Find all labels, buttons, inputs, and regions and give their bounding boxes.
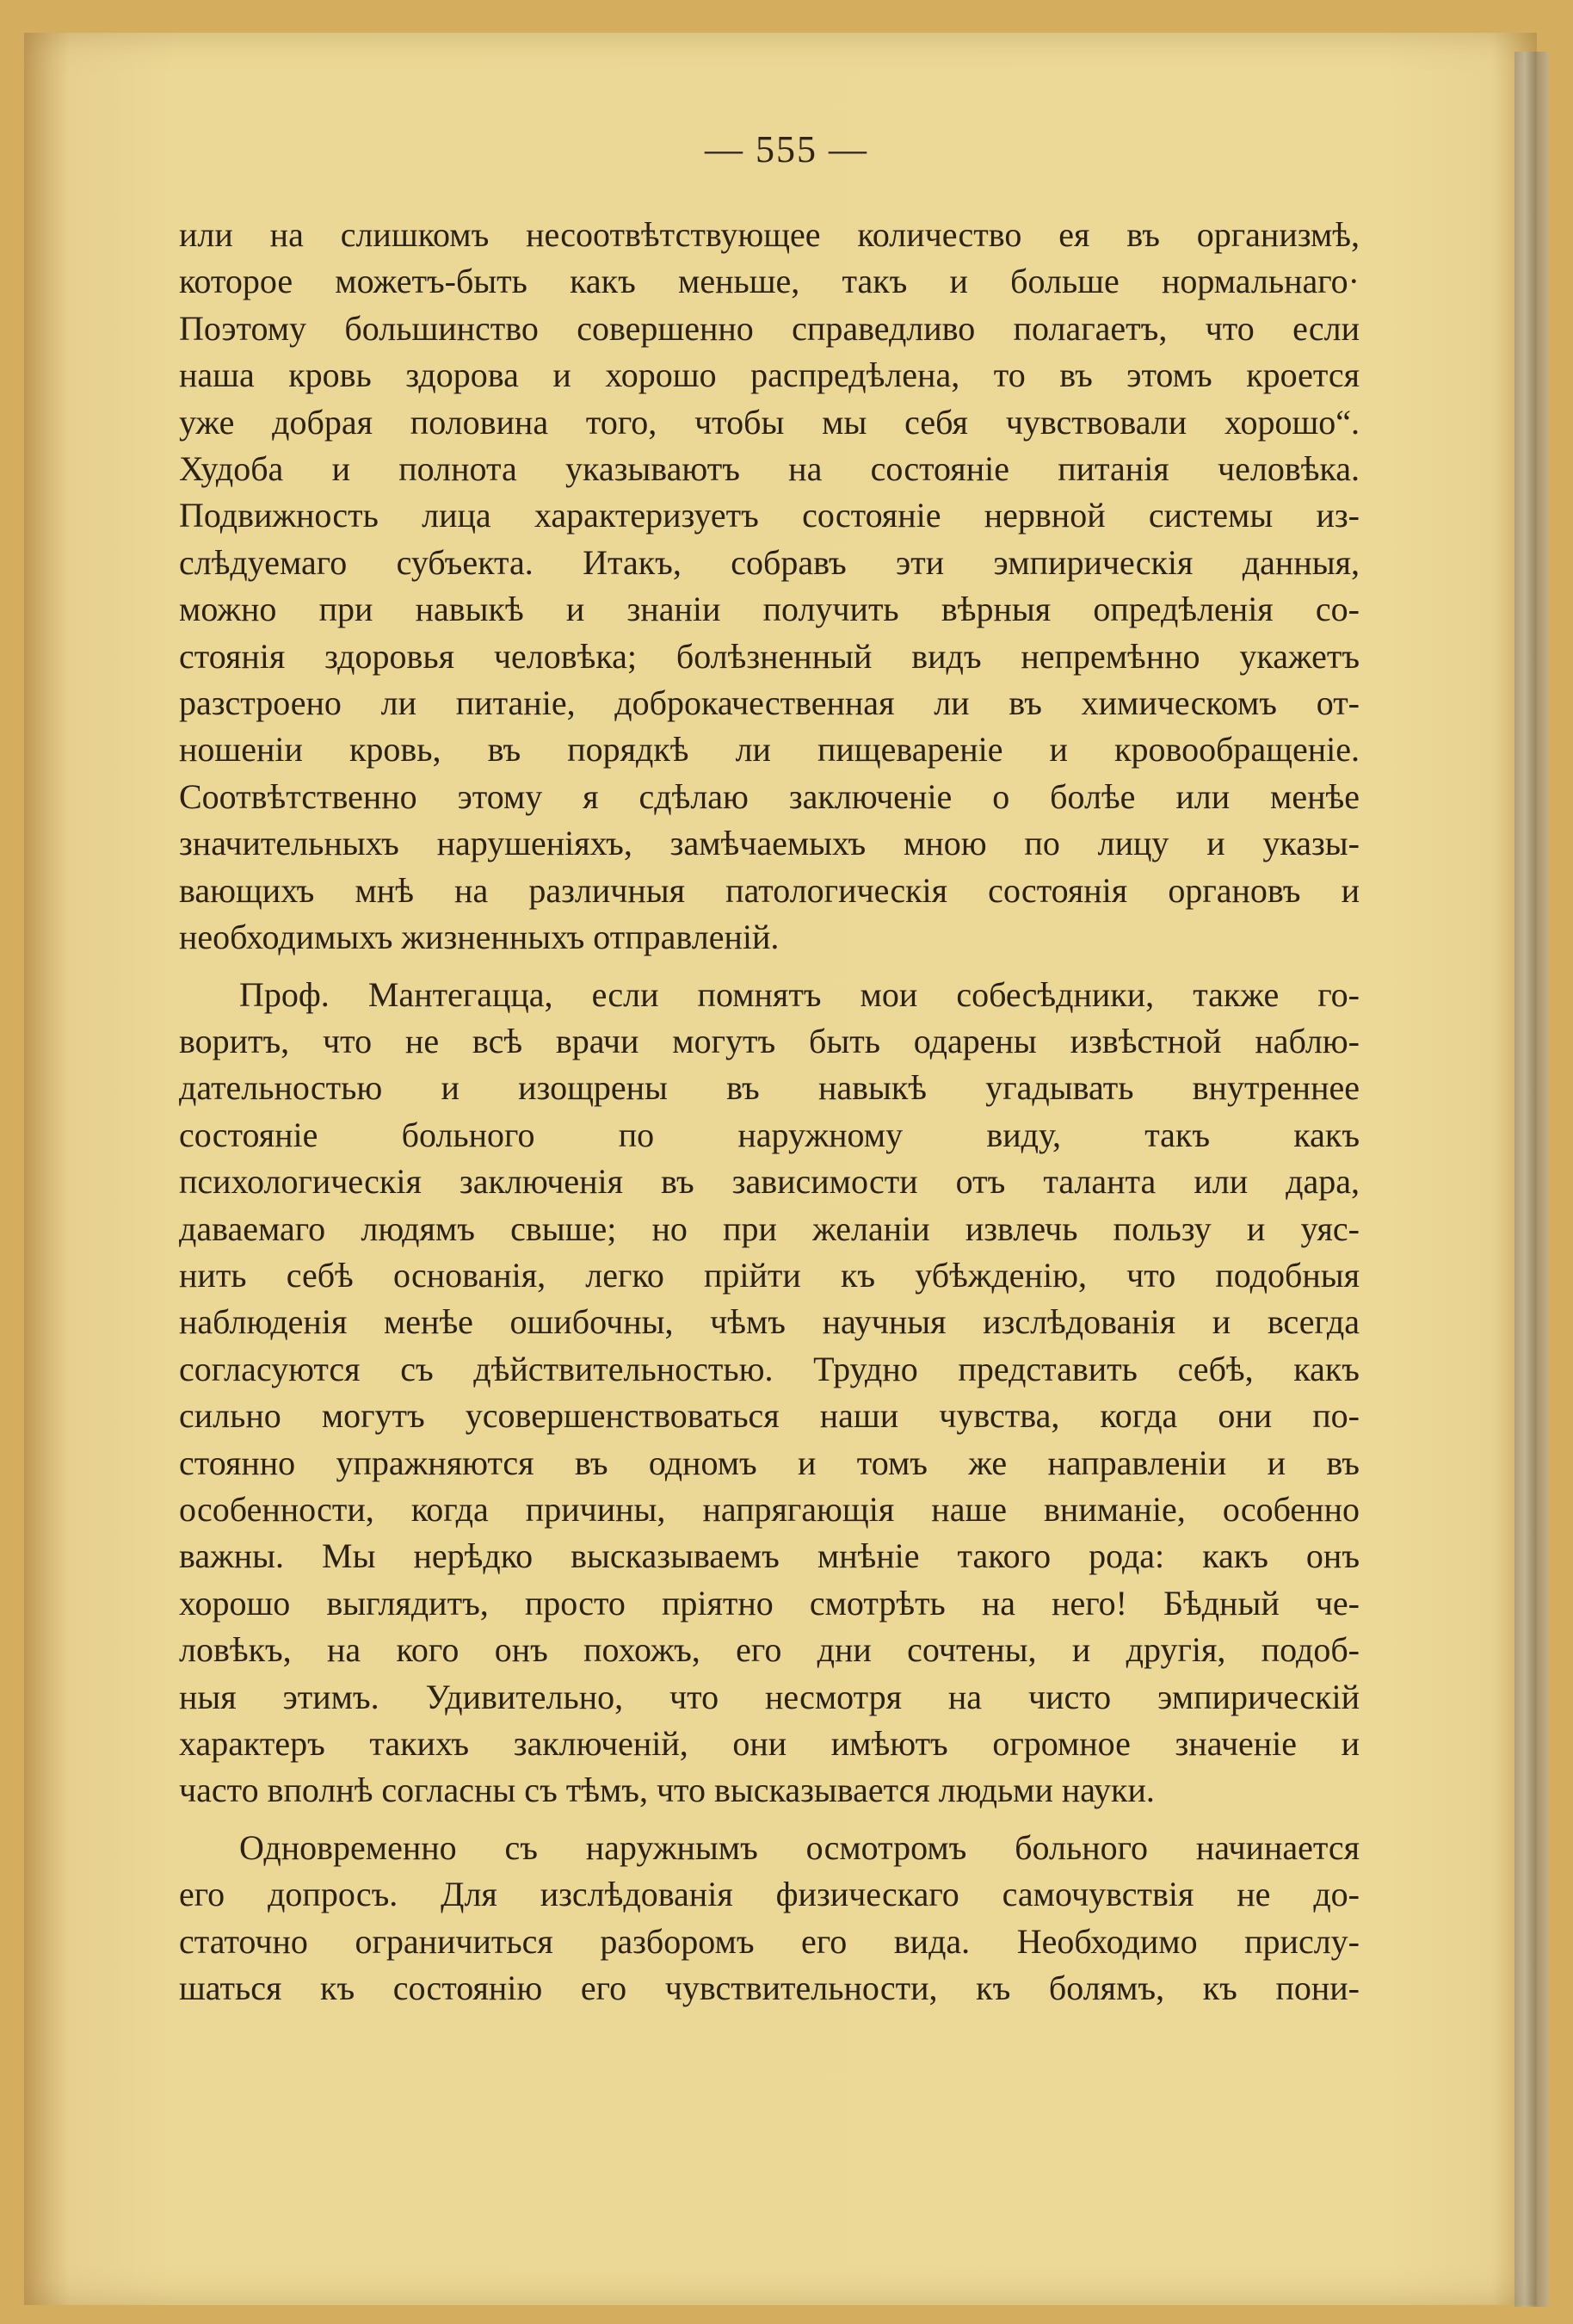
text-line: вающихъ мнѣ на различныя патологическія состоянія органовъ и [179,870,1360,910]
text-line: дательностью и изощрены въ навыкѣ угадывать внутреннее [179,1068,1360,1108]
text-line: ловѣкъ, на кого онъ похожъ, его дни сочтены, и другія, подоб- [179,1630,1360,1670]
text-line: наша кровь здорова и хорошо распредѣлена, то въ этомъ кроется [179,355,1360,395]
text-line: которое можетъ-быть какъ меньше, такъ и больше нормальнаго· [179,262,1360,301]
text-line: статочно ограничиться разборомъ его вида. Необходимо прислу- [179,1921,1360,1961]
book-spine-edge [1514,52,1549,2307]
text-line: слѣдуемаго субъекта. Итакъ, собравъ эти эмпирическія данныя, [179,542,1360,582]
text-line: характеръ такихъ заключеній, они имѣютъ огромное значеніе и [179,1724,1360,1763]
text-line: нить себѣ основанія, легко прійти къ убѣжденію, что подобныя [179,1255,1360,1295]
page-number: — 555 — [705,128,868,170]
text-line: его допросъ. Для изслѣдованія физическаго самочувствія не до- [179,1875,1360,1914]
text-line: необходимыхъ жизненныхъ отправленій. [179,918,780,957]
text-line: стоянно упражняются въ одномъ и томъ же направленіи и въ [179,1443,1360,1482]
text-line: шаться къ состоянію его чувствительности, къ болямъ, къ пони- [179,1969,1360,2008]
text-line: или на слишкомъ несоотвѣтствующее количество ея въ организмѣ, [179,215,1360,254]
text-line: Соотвѣтственно этому я сдѣлаю заключеніе о болѣе или менѣе [179,776,1360,816]
text-line: стоянія здоровья человѣка; болѣзненный видъ непремѣнно укажетъ [179,636,1360,676]
text-line: Худоба и полнота указываютъ на состояніе питанія человѣка. [179,449,1360,489]
text-line: разстроено ли питаніе, доброкачественная ли въ химическомъ от- [179,683,1360,723]
text-line: воритъ, что не всѣ врачи могутъ быть одарены извѣстной наблю- [179,1021,1360,1060]
text-line: Поэтому большинство совершенно справедливо полагаетъ, что если [179,308,1360,348]
text-line: особенности, когда причины, напрягающія наше вниманіе, особенно [179,1489,1360,1529]
paragraph-gap [179,1814,1360,1825]
text-line: ныя этимъ. Удивительно, что несмотря на чисто эмпирическій [179,1677,1360,1716]
text-line: Одновременно съ наружнымъ осмотромъ больного начинается [239,1827,1360,1867]
text-line: согласуются съ дѣйствительностью. Трудно представить себѣ, какъ [179,1349,1360,1388]
text-line: ношеніи кровь, въ порядкѣ ли пищевареніе и кровообращеніе. [179,730,1360,770]
page-body [179,212,1360,2012]
paragraph-gap [179,961,1360,972]
text-line: наблюденія менѣе ошибочны, чѣмъ научныя изслѣдованія и всегда [179,1302,1360,1342]
text-line: уже добрая половина того, чтобы мы себя чувствовали хорошо“. [179,402,1360,442]
text-line: состояніе больного по наружному виду, такъ какъ [179,1115,1360,1154]
text-line: сильно могутъ усовершенствоваться наши чувства, когда они по- [179,1396,1360,1436]
text-line: значительныхъ нарушеніяхъ, замѣчаемыхъ мною по лицу и указы- [179,824,1360,863]
text-line: даваемаго людямъ свыше; но при желаніи извлечь пользу и уяс- [179,1208,1360,1248]
text-line: можно при навыкѣ и знаніи получить вѣрныя опредѣленія со- [179,590,1360,629]
text-line: Подвижность лица характеризуетъ состояніе нервной системы из- [179,496,1360,535]
text-line: важны. Мы нерѣдко высказываемъ мнѣніе такого рода: какъ онъ [179,1536,1360,1576]
text-line: Проф. Мантегацца, если помнятъ мои собесѣдники, также го- [239,974,1360,1014]
text-line: психологическія заключенія въ зависимости отъ таланта или дара, [179,1162,1360,1202]
text-line: часто вполнѣ согласны съ тѣмъ, что высказывается людьми науки. [179,1771,1155,1810]
text-line: хорошо выглядитъ, просто пріятно смотрѣть на него! Бѣдный че- [179,1583,1360,1622]
